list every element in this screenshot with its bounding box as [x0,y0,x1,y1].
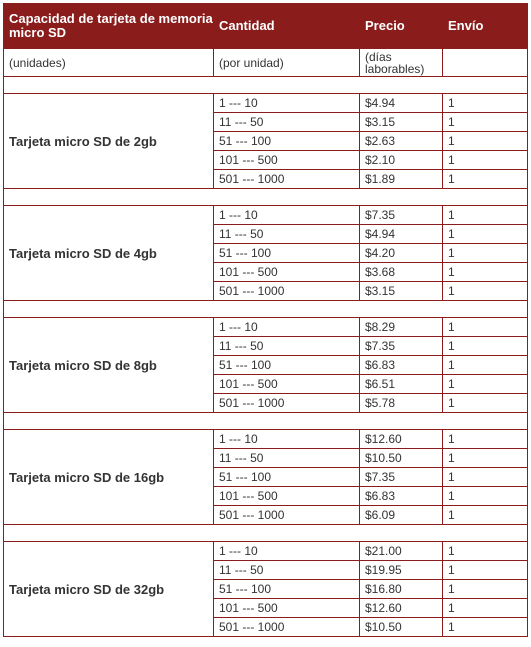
shipping-cell: 1 [443,542,528,561]
header-quantity: Cantidad [214,4,360,49]
price-cell: $7.35 [360,337,443,356]
table-row [4,430,528,449]
quantity-cell: 501 --- 1000 [214,506,360,525]
shipping-cell: 1 [443,375,528,394]
price-cell: $1.89 [360,170,443,189]
price-cell: $12.60 [360,599,443,618]
shipping-cell: 1 [443,263,528,282]
spacer-cell [4,77,528,94]
product-name: Tarjeta micro SD de 8gb [4,318,214,413]
quantity-cell: 51 --- 100 [214,468,360,487]
quantity-cell: 1 --- 10 [214,206,360,225]
quantity-cell: 51 --- 100 [214,244,360,263]
shipping-cell: 1 [443,151,528,170]
shipping-cell: 1 [443,282,528,301]
shipping-cell: 1 [443,113,528,132]
price-cell: $6.09 [360,506,443,525]
table-body [4,49,528,637]
shipping-cell: 1 [443,206,528,225]
shipping-cell: 1 [443,132,528,151]
quantity-cell: 11 --- 50 [214,449,360,468]
product-name: Tarjeta micro SD de 16gb [4,430,214,525]
quantity-cell: 101 --- 500 [214,375,360,394]
shipping-cell: 1 [443,599,528,618]
units-shipping [443,49,528,77]
product-name: Tarjeta micro SD de 2gb [4,94,214,189]
spacer-cell [4,301,528,318]
shipping-cell: 1 [443,506,528,525]
price-cell: $4.94 [360,94,443,113]
quantity-cell: 11 --- 50 [214,113,360,132]
shipping-cell: 1 [443,468,528,487]
price-cell: $3.15 [360,113,443,132]
product-name: Tarjeta micro SD de 4gb [4,206,214,301]
shipping-cell: 1 [443,430,528,449]
shipping-cell: 1 [443,244,528,263]
price-cell: $21.00 [360,542,443,561]
shipping-cell: 1 [443,94,528,113]
spacer-row [4,77,528,94]
price-cell: $5.78 [360,394,443,413]
price-cell: $10.50 [360,449,443,468]
table-header [4,4,528,49]
shipping-cell: 1 [443,225,528,244]
quantity-cell: 1 --- 10 [214,318,360,337]
price-cell: $16.80 [360,580,443,599]
quantity-cell: 1 --- 10 [214,430,360,449]
price-cell: $8.29 [360,318,443,337]
table-row [4,318,528,337]
quantity-cell: 101 --- 500 [214,599,360,618]
price-cell: $6.51 [360,375,443,394]
quantity-cell: 51 --- 100 [214,356,360,375]
quantity-cell: 11 --- 50 [214,225,360,244]
units-row [4,49,528,77]
quantity-cell: 11 --- 50 [214,337,360,356]
quantity-cell: 101 --- 500 [214,263,360,282]
price-cell: $7.35 [360,206,443,225]
header-price: Precio [360,4,443,49]
price-cell: $4.20 [360,244,443,263]
spacer-row [4,301,528,318]
units-price: (días laborables) [360,49,443,77]
spacer-row [4,525,528,542]
price-cell: $6.83 [360,356,443,375]
price-cell: $10.50 [360,618,443,637]
units-quantity: (por unidad) [214,49,360,77]
shipping-cell: 1 [443,618,528,637]
quantity-cell: 51 --- 100 [214,580,360,599]
quantity-cell: 501 --- 1000 [214,618,360,637]
header-shipping: Envío [443,4,528,49]
shipping-cell: 1 [443,449,528,468]
shipping-cell: 1 [443,487,528,506]
shipping-cell: 1 [443,580,528,599]
price-cell: $7.35 [360,468,443,487]
header-capacity: Capacidad de tarjeta de memoria micro SD [4,4,214,49]
price-cell: $4.94 [360,225,443,244]
shipping-cell: 1 [443,561,528,580]
spacer-row [4,189,528,206]
pricing-table [3,3,528,637]
shipping-cell: 1 [443,356,528,375]
quantity-cell: 1 --- 10 [214,94,360,113]
price-cell: $2.10 [360,151,443,170]
price-cell: $19.95 [360,561,443,580]
quantity-cell: 11 --- 50 [214,561,360,580]
quantity-cell: 1 --- 10 [214,542,360,561]
spacer-cell [4,189,528,206]
quantity-cell: 101 --- 500 [214,151,360,170]
price-cell: $3.15 [360,282,443,301]
quantity-cell: 51 --- 100 [214,132,360,151]
quantity-cell: 101 --- 500 [214,487,360,506]
shipping-cell: 1 [443,318,528,337]
spacer-cell [4,525,528,542]
shipping-cell: 1 [443,170,528,189]
price-cell: $2.63 [360,132,443,151]
price-cell: $12.60 [360,430,443,449]
price-cell: $3.68 [360,263,443,282]
table-row [4,542,528,561]
table-row [4,206,528,225]
price-cell: $6.83 [360,487,443,506]
units-capacity: (unidades) [4,49,214,77]
shipping-cell: 1 [443,394,528,413]
table-row [4,94,528,113]
quantity-cell: 501 --- 1000 [214,394,360,413]
spacer-cell [4,413,528,430]
quantity-cell: 501 --- 1000 [214,282,360,301]
header-row [4,4,528,49]
spacer-row [4,413,528,430]
product-name: Tarjeta micro SD de 32gb [4,542,214,637]
quantity-cell: 501 --- 1000 [214,170,360,189]
shipping-cell: 1 [443,337,528,356]
